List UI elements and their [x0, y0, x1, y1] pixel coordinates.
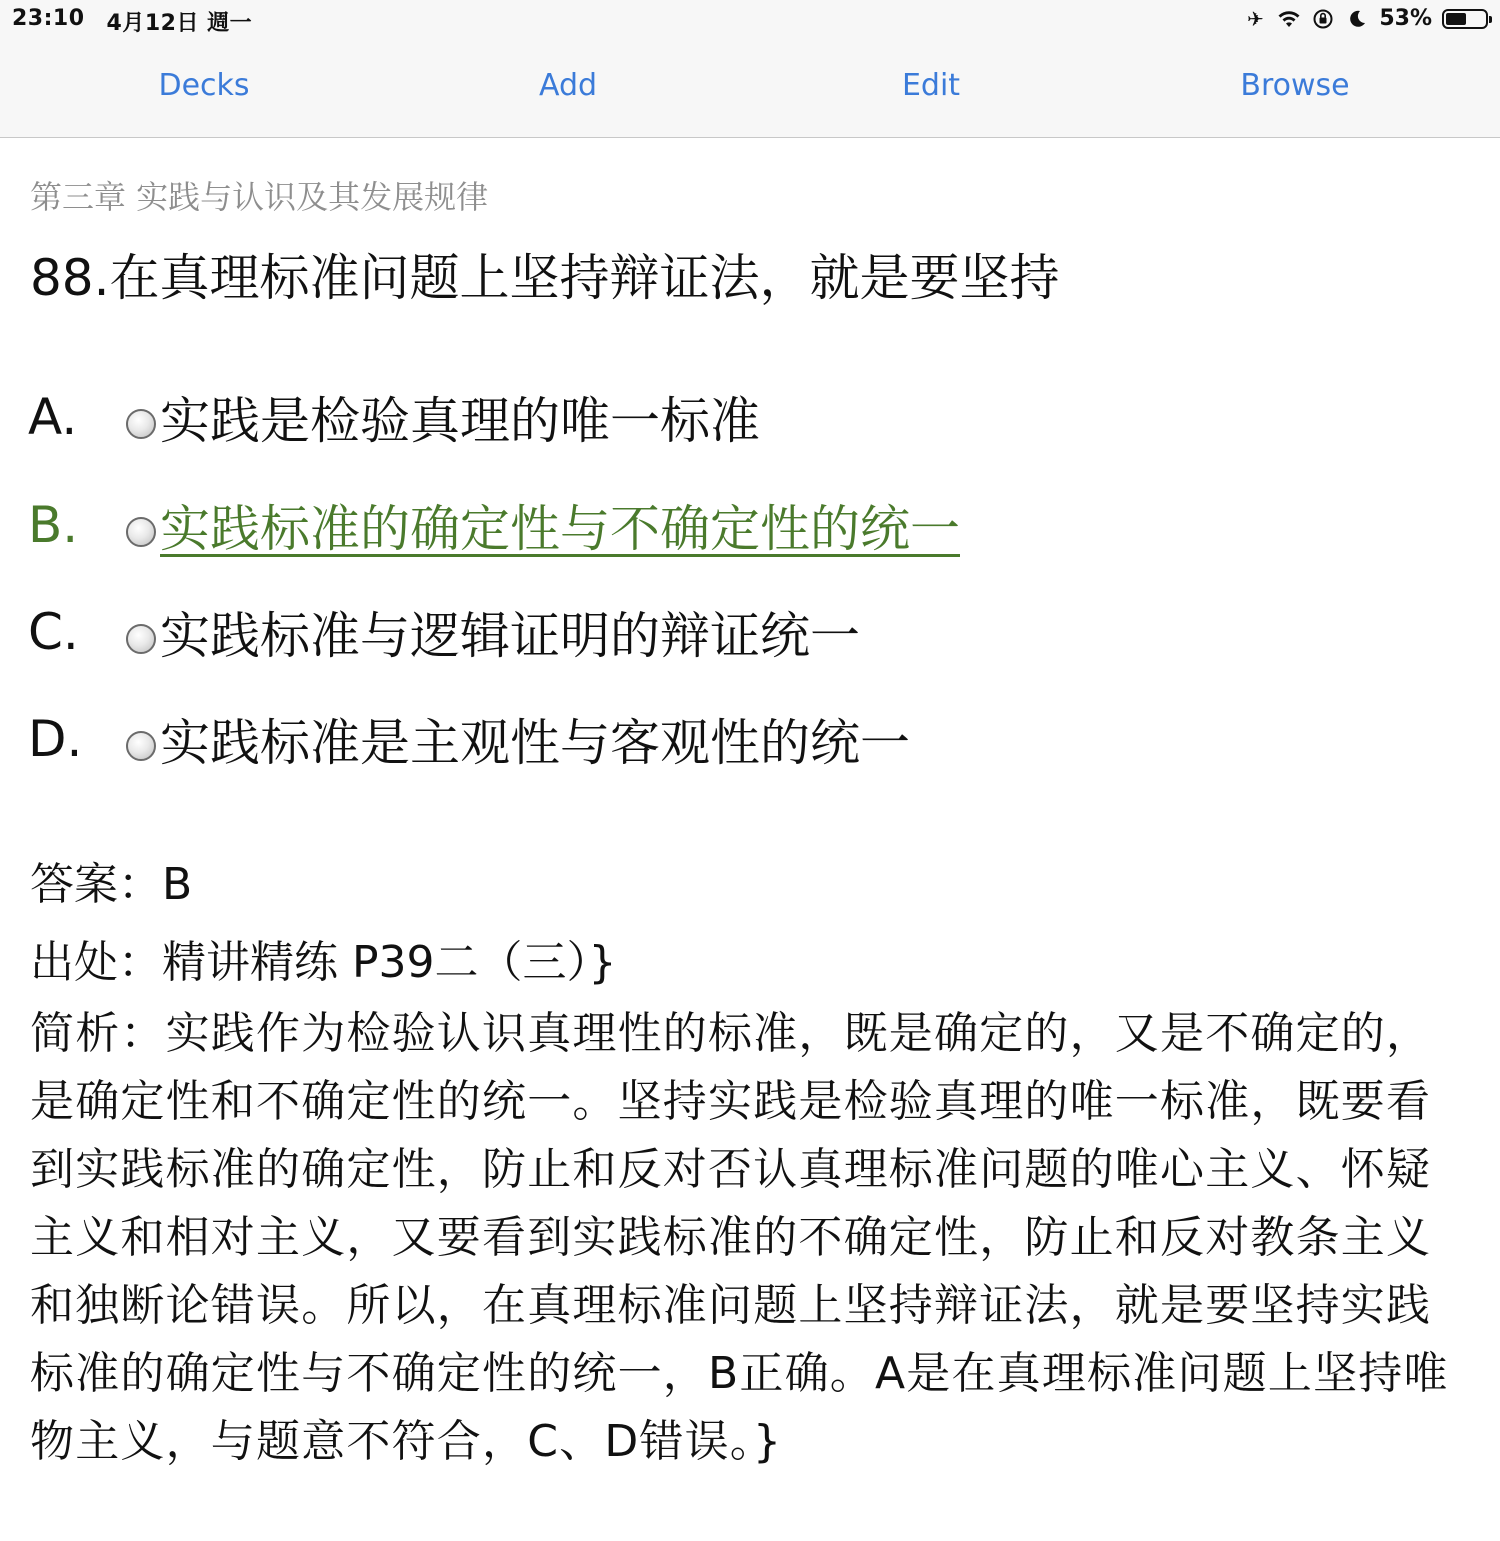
- status-date: 4月12日 週一: [106, 11, 253, 36]
- option-text: 实践标准是主观性与客观性的统一: [160, 714, 910, 772]
- option-b[interactable]: [28, 489, 960, 561]
- airplane-icon: ✈: [1246, 6, 1264, 31]
- moon-icon: [1345, 7, 1369, 31]
- option-a[interactable]: [28, 381, 760, 453]
- option-text: 实践是检验真理的唯一标准: [160, 392, 760, 450]
- edit-button[interactable]: Edit: [901, 68, 961, 103]
- wifi-icon: [1277, 7, 1301, 31]
- answer-line: 答案：B: [30, 859, 193, 910]
- radio-button-icon[interactable]: [126, 624, 156, 654]
- option-text: 实践标准的确定性与不确定性的统一: [160, 500, 960, 558]
- status-bar: [0, 0, 1500, 40]
- status-time: 23:10: [12, 6, 85, 31]
- option-letter: C.: [28, 603, 79, 661]
- option-text: 实践标准与逻辑证明的辩证统一: [160, 607, 860, 665]
- battery-fill: [1446, 13, 1466, 25]
- radio-button-icon[interactable]: [126, 517, 156, 547]
- nav-bar: [0, 40, 1500, 138]
- battery-percent: 53%: [1379, 6, 1432, 31]
- option-d[interactable]: [28, 703, 910, 775]
- option-c[interactable]: [28, 596, 860, 668]
- option-letter: B.: [28, 496, 79, 554]
- question-text: 88.在真理标准问题上坚持辩证法，就是要坚持: [30, 249, 1060, 307]
- radio-button-icon[interactable]: [126, 409, 156, 439]
- decks-button[interactable]: Decks: [158, 68, 250, 103]
- add-button[interactable]: Add: [538, 68, 598, 103]
- orientation-lock-icon: [1311, 7, 1335, 31]
- chapter-title: 第三章 实践与认识及其发展规律: [30, 178, 489, 216]
- card-content: [0, 138, 1500, 1541]
- browse-button[interactable]: Browse: [1240, 68, 1350, 103]
- option-letter: A.: [28, 388, 78, 446]
- analysis-text: 简析：实践作为检验认识真理性的标准，既是确定的，又是不确定的，是确定性和不确定性的统一。坚持实践是检验真理的唯一标准，既要看到实践标准的确定性，防止和反对否认真理标准问题的唯心主义、怀疑主义和相对主义，又要看到实践标准的不确定性，防止和反对教条主义和独断论错误。所以，在真理标准问题上坚持辩证法，就是要坚持实践标准的确定性与不确定性的统一，B正确。A是在真理标准问题上坚持唯物主义，与题意不符合，C、D错误。}: [30, 1008, 1449, 1467]
- option-letter: D.: [28, 710, 83, 768]
- radio-button-icon[interactable]: [126, 731, 156, 761]
- source-line: 出处：精讲精练 P39二（三）}: [30, 937, 617, 988]
- battery-icon: [1442, 9, 1488, 29]
